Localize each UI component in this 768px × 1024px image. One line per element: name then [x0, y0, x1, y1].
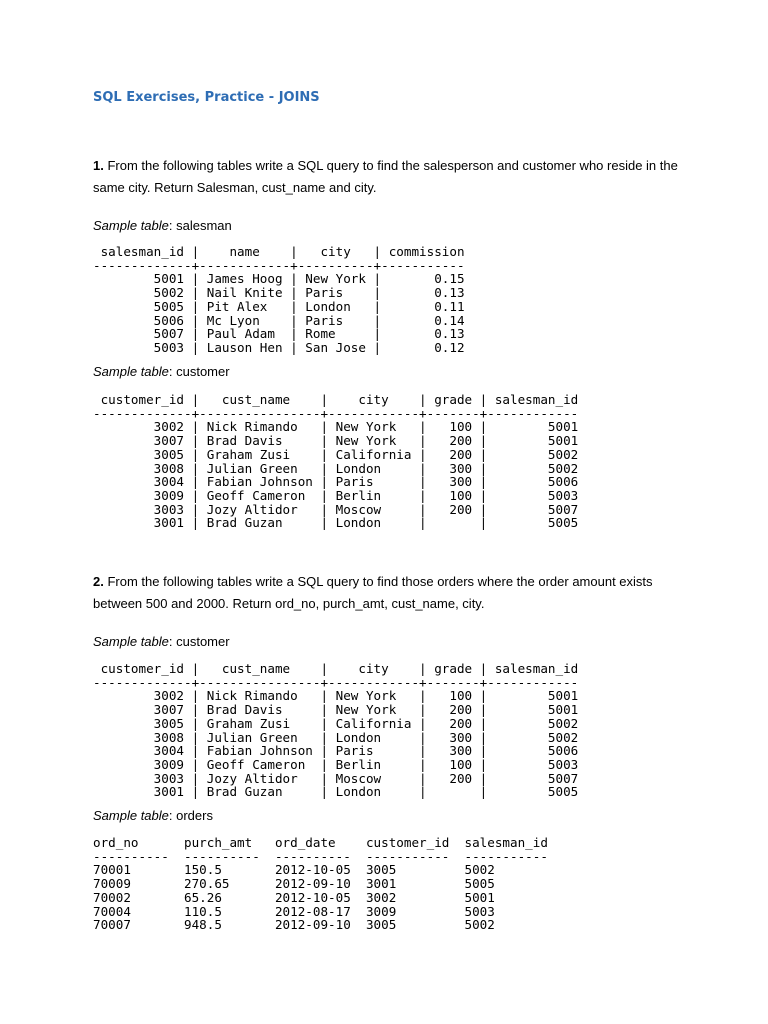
- q1-salesman-caption: [93, 218, 232, 233]
- caption-table-name: : customer: [168, 634, 230, 649]
- question-2-number: 2.: [93, 574, 104, 589]
- q1-customer-table: customer_id | cust_name | city | grade | salesman_id -------------+----------------+------------+-------+------------ 3002 | Nick Rimando | New York | 100 | 5001 3007 | Brad Davis | New York | 200 | 5001 3005 | Graham Zusi | California | 200 | 5002 3008 | Julian Green | London | 300 | 5002 3004 | Fabian Johnson | Paris | 300 | 5006 3009 | Geoff Cameron | Berlin | 100 | 5003 3003 | Jozy Altidor | Moscow | 200 | 5007 3001 | Brad Guzan | London | | 5005: [93, 392, 579, 531]
- q1-customer-caption: [93, 364, 230, 379]
- question-1-text: From the following tables write a SQL query to find the salesperson and customer who reside in the same city. Return Salesman, cust_name and city.: [93, 158, 678, 195]
- q2-orders-table: ord_no purch_amt ord_date customer_id salesman_id ---------- ---------- ---------- ----------- ----------- 70001 150.5 2012-10-05 3005 5002 70009 270.65 2012-09-10 3001 5005 70002 65.26 2012-10-05 3002 5001 70004 110.5 2012-08-17 3009 5003 70007 948.5 2012-09-10 3005 5002: [93, 835, 548, 933]
- caption-label: Sample table: [93, 218, 169, 233]
- caption-table-name: : orders: [168, 808, 213, 823]
- page-title: SQL Exercises, Practice - JOINS: [93, 90, 320, 105]
- caption-table-name: : salesman: [168, 218, 232, 233]
- q2-customer-table: customer_id | cust_name | city | grade | salesman_id -------------+----------------+------------+-------+------------ 3002 | Nick Rimando | New York | 100 | 5001 3007 | Brad Davis | New York | 200 | 5001 3005 | Graham Zusi | California | 200 | 5002 3008 | Julian Green | London | 300 | 5002 3004 | Fabian Johnson | Paris | 300 | 5006 3009 | Geoff Cameron | Berlin | 100 | 5003 3003 | Jozy Altidor | Moscow | 200 | 5007 3001 | Brad Guzan | London | | 5005: [93, 661, 579, 800]
- caption-label: Sample table: [93, 634, 169, 649]
- caption-label: Sample table: [93, 364, 169, 379]
- caption-label: Sample table: [93, 808, 169, 823]
- caption-table-name: : customer: [168, 364, 230, 379]
- question-2: [93, 571, 693, 615]
- question-1-number: 1.: [93, 158, 104, 173]
- q1-salesman-table: salesman_id | name | city | commission -------------+------------+----------+----------- 5001 | James Hoog | New York | 0.15 5002 | Nail Knite | Paris | 0.13 5005 | Pit Alex | London | 0.11 5006 | Mc Lyon | Paris | 0.14 5007 | Paul Adam | Rome | 0.13 5003 | Lauson Hen | San Jose | 0.12: [93, 244, 465, 355]
- q2-orders-caption: [93, 808, 213, 823]
- question-2-text: From the following tables write a SQL query to find those orders where the order amount exists between 500 and 2000. Return ord_no, purch_amt, cust_name, city.: [93, 574, 653, 611]
- question-1: [93, 155, 693, 199]
- q2-customer-caption: [93, 634, 230, 649]
